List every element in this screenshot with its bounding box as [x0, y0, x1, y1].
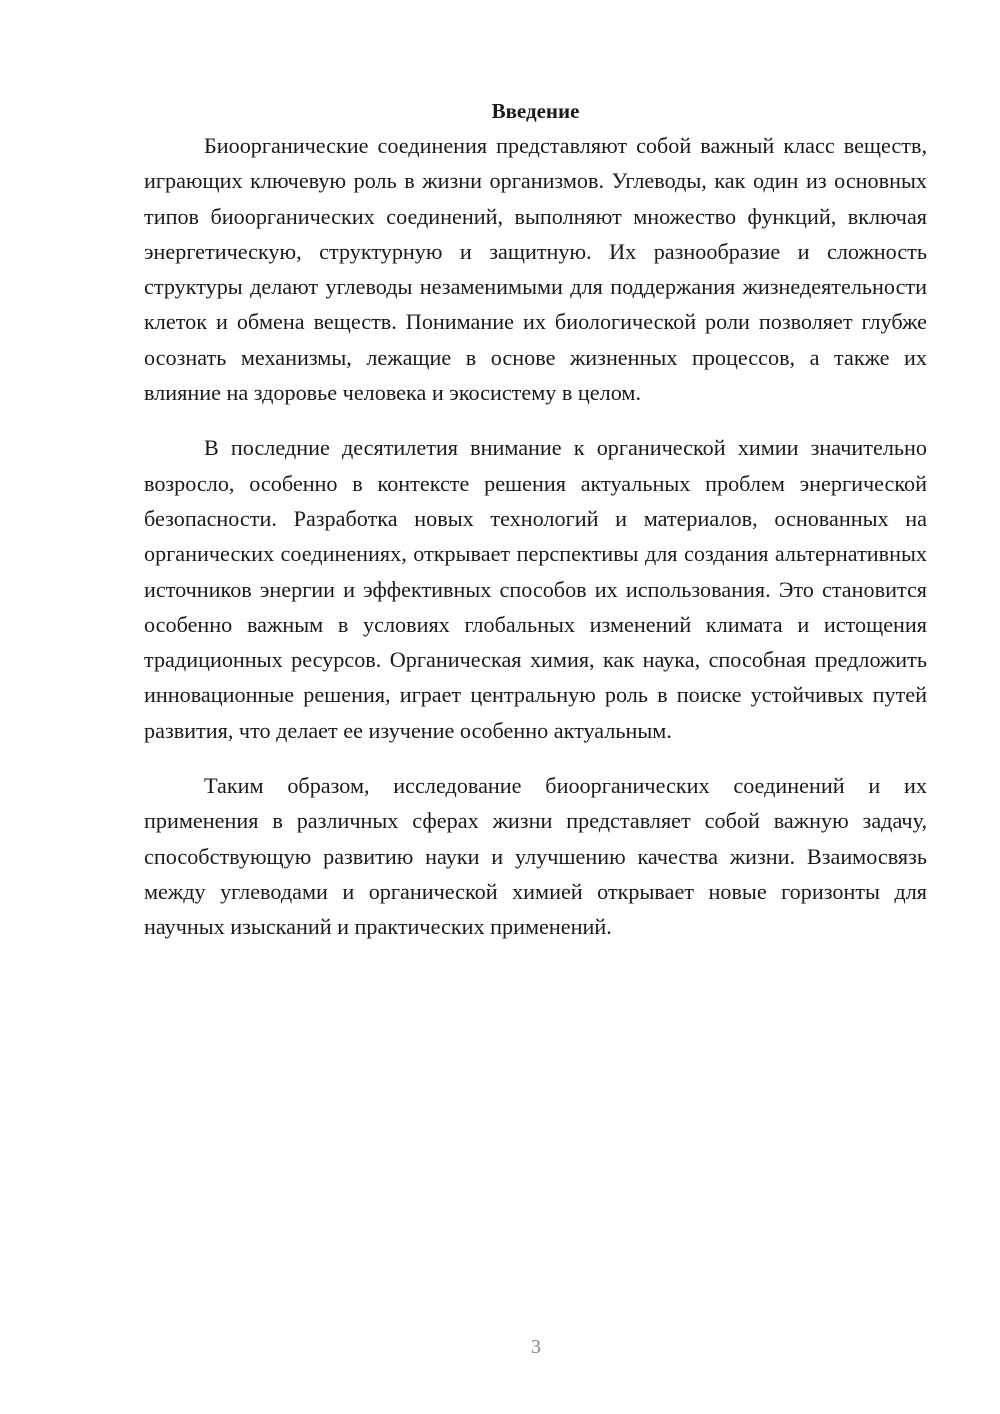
- page-number: 3: [531, 1336, 541, 1358]
- section-heading: Введение: [491, 99, 580, 123]
- page-content: [144, 96, 927, 945]
- paragraph-1: Биоорганические соединения представляют собой важный класс веществ, играющих ключевую роль в жизни организмов. Углеводы, как один из основных типов биоорганических соединений, выполняют множество функций, включая энергетическую, структурную и защитную. Их разнообразие и сложность структуры делают углеводы незаменимыми для поддержания жизнедеятельности клеток и обмена веществ. Понимание их биологической роли позволяет глубже осознать механизмы, лежащие в основе жизненных процессов, а также их влияние на здоровье человека и экосистему в целом.: [144, 133, 927, 406]
- paragraph-2: В последние десятилетия внимание к органической химии значительно возросло, особенно в контексте решения актуальных проблем энергической безопасности. Разработка новых технологий и материалов, основанных на органических соединениях, открывает перспективы для создания альтернативных источников энергии и эффективных способов их использования. Это становится особенно важным в условиях глобальных изменений климата и истощения традиционных ресурсов. Органическая химия, как наука, способная предложить инновационные решения, играет центральную роль в поиске устойчивых путей развития, что делает ее изучение особенно актуальным.: [144, 435, 927, 743]
- paragraph-3: Таким образом, исследование биоорганических соединений и их применения в различных сферах жизни представляет собой важную задачу, способствующую развитию науки и улучшению качества жизни. Взаимосвязь между углеводами и органической химией открывает новые горизонты для научных изысканий и практических применений.: [144, 773, 927, 940]
